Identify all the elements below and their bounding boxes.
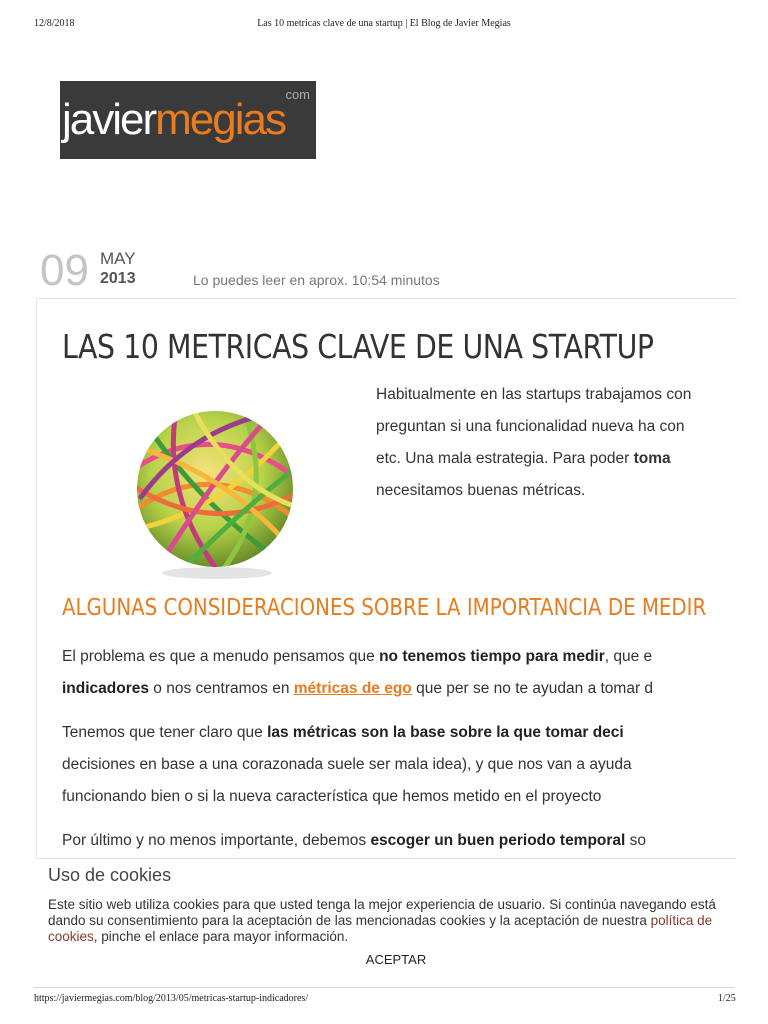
- post-article: [36, 298, 737, 859]
- bold-text: indicadores: [62, 680, 149, 697]
- logo-suffix: com: [285, 87, 310, 102]
- print-url: https://javiermegias.com/blog/2013/05/metricas-startup-indicadores/: [34, 993, 309, 1004]
- post-body: [62, 641, 737, 859]
- text: , pinche el enlace para mayor información.: [93, 929, 349, 944]
- cookie-policy-link[interactable]: política de cookies: [48, 913, 713, 944]
- cookie-title: Uso de cookies: [48, 865, 172, 885]
- post-year: 2013: [100, 270, 136, 287]
- text: so: [625, 832, 647, 849]
- cookie-text: [48, 897, 728, 945]
- paragraph-2: [62, 717, 737, 813]
- paragraph-1: [62, 641, 737, 705]
- section-heading: ALGUNAS CONSIDERACIONES SOBRE LA IMPORTANCIA DE MEDIR: [62, 595, 707, 621]
- text: que per se no te ayudan a tomar d: [411, 680, 654, 697]
- footer-divider: [34, 987, 734, 988]
- text: El problema es que a menudo pensamos que: [62, 648, 380, 665]
- text: , que e: [604, 648, 653, 665]
- intro-line: preguntan si una funcionalidad nueva ha con: [376, 418, 685, 435]
- text: Por último y no menos importante, debemos: [62, 832, 371, 849]
- post-month: MAY: [100, 249, 136, 268]
- text: Tenemos que tener claro que: [62, 724, 268, 741]
- bold-text: no tenemos tiempo para medir: [379, 648, 605, 665]
- intro-line: necesitamos buenas métricas.: [376, 482, 586, 499]
- intro-paragraph: [376, 379, 737, 507]
- text: Este sitio web utiliza cookies para que usted tenga la mejor experiencia de usuario. Si continúa navegando está dando su consentimiento para la aceptación de las mencionadas cookies y la aceptación de nuestra: [48, 897, 716, 928]
- bold-text: las métricas son la base sobre la que tomar deci: [267, 724, 624, 741]
- intro-line: Habitualmente en las startups trabajamos con: [376, 386, 692, 403]
- text: o nos centramos en: [149, 680, 294, 697]
- intro-line: [376, 443, 737, 475]
- intro-bold-text: toma: [633, 450, 671, 467]
- post-title: LAS 10 METRICAS CLAVE DE UNA STARTUP: [62, 327, 654, 366]
- page-number: 1/25: [718, 993, 736, 1004]
- cookie-banner: [36, 858, 736, 981]
- logo-part-1: javier: [62, 95, 156, 144]
- accept-cookies-button[interactable]: ACEPTAR: [36, 951, 756, 968]
- logo-wordmark: [62, 95, 285, 145]
- intro-text: etc. Una mala estrategia. Para poder: [376, 450, 634, 467]
- vanity-metrics-link[interactable]: métricas de ego: [293, 680, 412, 697]
- site-logo[interactable]: [60, 81, 316, 159]
- print-page-title: Las 10 metricas clave de una startup | El Blog de Javier Megias: [257, 18, 511, 29]
- rubber-band-ball-image: [125, 397, 305, 587]
- text: funcionando bien o si la nueva característica que hemos metido en el proyecto: [62, 788, 602, 805]
- logo-part-2: megias: [155, 95, 285, 144]
- print-date: 12/8/2018: [34, 18, 75, 29]
- text: decisiones en base a una corazonada suele ser mala idea), y que nos van a ayuda: [62, 756, 632, 773]
- reading-time: Lo puedes leer en aprox. 10:54 minutos: [193, 272, 440, 288]
- paragraph-3: [62, 825, 737, 857]
- post-day: 09: [40, 246, 89, 295]
- bold-text: escoger un buen periodo temporal: [370, 832, 626, 849]
